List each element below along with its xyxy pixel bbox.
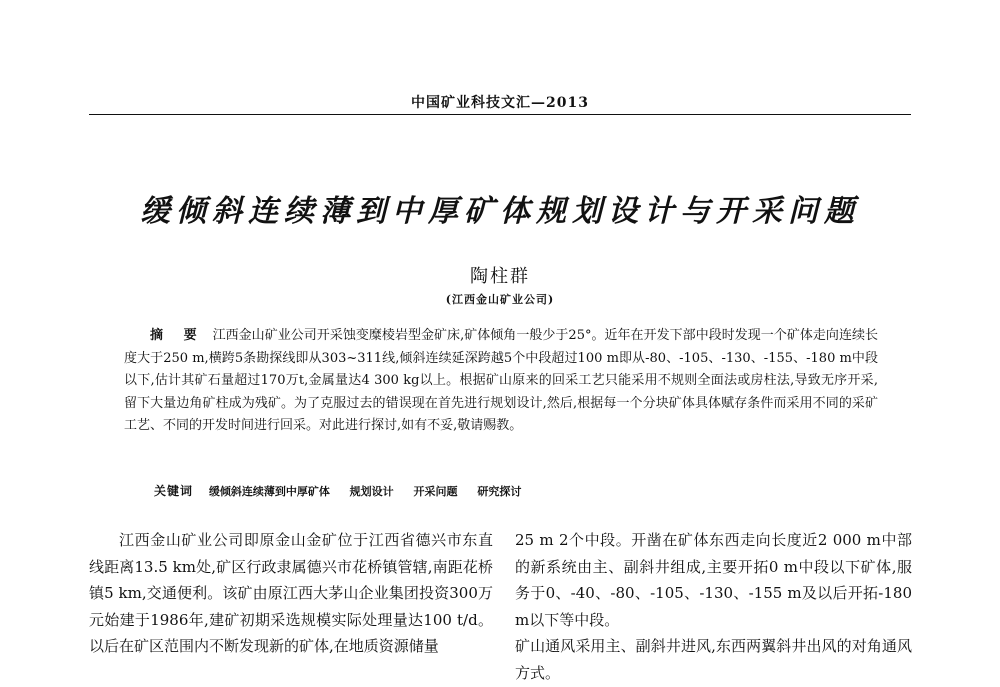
body-right-column — [515, 527, 912, 687]
author-affiliation: (江西金山矿业公司) — [445, 293, 555, 306]
abstract-text: 江西金山矿业公司开采蚀变糜棱岩型金矿床,矿体倾角一般少于25°。近年在开发下部中段时发现一个矿体走向连续长度大于250 m,横跨5条勘探线即从303~311线,倾斜连续延深跨越5个中段超过100 m即从-80、-105、-130、-155、-180 m中段以下,估计其矿石量超过170万t,金属量达4 300 kg以上。根据矿山原来的回采工艺只能采用不规则全面法或房柱法,导致无序开采,留下大量边角矿柱成为残矿。为了克服过去的错误现在首先进行规划设计,然后,根据每一个分块矿体具体赋存条件而采用不同的采矿工艺、不同的开发时间进行回采。对此进行探讨,如有不妥,敬请赐教。 — [124, 328, 878, 434]
body-paragraph: 江西金山矿业公司即原金山金矿位于江西省德兴市东直线距离13.5 km处,矿区行政隶属德兴市花桥镇管辖,南距花桥镇5 km,交通便利。该矿由原江西大茅山企业集团投资300万元始建于1986年,建矿初期采选规模实际处理量达100 t/d。以后在矿区范围内不断发现新的矿体,在地质资源储量 — [89, 531, 493, 656]
abstract-block — [124, 325, 878, 438]
keyword-item: 规划设计 — [349, 485, 394, 498]
keyword-item: 开采问题 — [413, 485, 458, 498]
header-rule — [89, 114, 911, 115]
keyword-item: 缓倾斜连续薄到中厚矿体 — [208, 485, 330, 498]
keywords-label: 关键词 — [154, 484, 194, 498]
author-name: 陶柱群 — [470, 266, 530, 287]
body-left-column — [89, 527, 493, 660]
body-paragraph: 25 m 2个中段。开凿在矿体东西走向长度近2 000 m中部的新系统由主、副斜井组成,主要开拓0 m中段以下矿体,服务于0、-40、-80、-105、-130、-155 m及以后开拓-180 m以下等中段。 — [515, 531, 912, 629]
body-paragraph: 矿山通风采用主、副斜井进风,东西两翼斜井出风的对角通风方式。 — [515, 637, 912, 682]
paper-title: 缓倾斜连续薄到中厚矿体规划设计与开采问题 — [140, 194, 860, 229]
abstract-label: 摘 要 — [150, 328, 205, 343]
keyword-item: 研究探讨 — [477, 485, 522, 498]
keywords-block — [124, 482, 878, 499]
running-head: 中国矿业科技文汇—2013 — [411, 95, 589, 111]
